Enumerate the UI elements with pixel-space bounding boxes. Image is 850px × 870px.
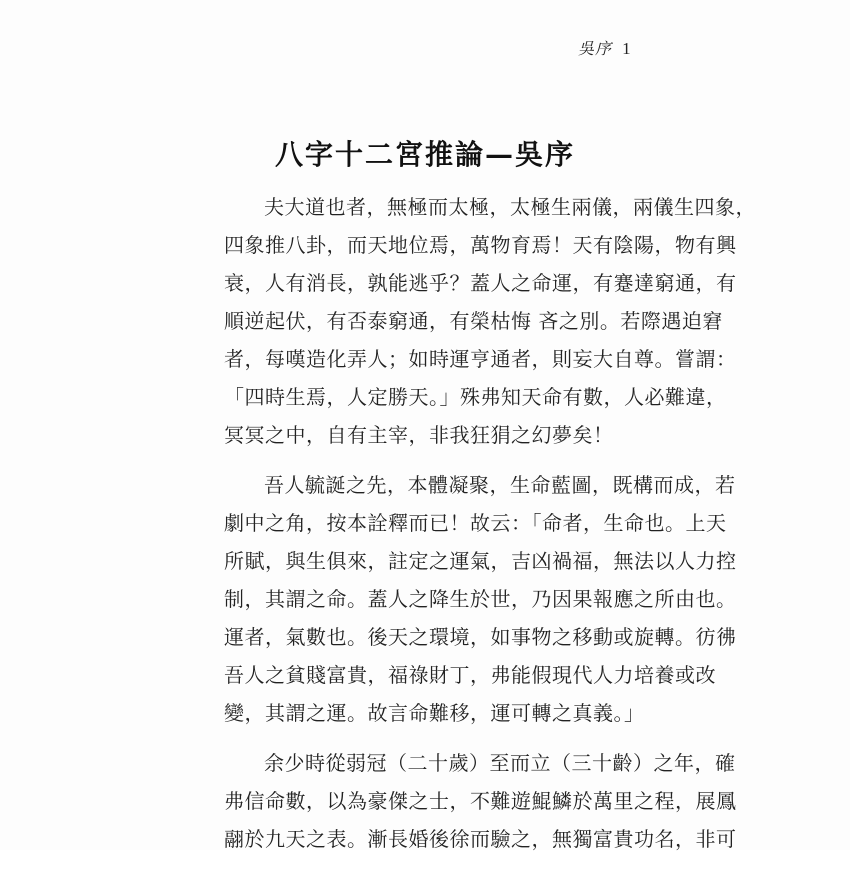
paragraph: [224, 188, 756, 454]
text-line: 夫大道也者，無極而太極，太極生兩儀，兩儀生四象，: [264, 195, 756, 219]
text-line: 變，其謂之運。故言命難移，運可轉之真義。」: [224, 701, 645, 725]
text-line: 冥冥之中，自有主宰，非我狂狷之幻夢矣！: [224, 423, 614, 447]
text-line: 四象推八卦，而天地位焉，萬物育焉！天有陰陽，物有興: [224, 233, 737, 257]
text-line: 運者，氣數也。後天之環境，如事物之移動或旋轉。彷彿: [224, 625, 737, 649]
text-line: 劇中之角，按本詮釋而已！故云：「命者，生命也。上天: [224, 511, 727, 535]
text-line: 衰，人有消長，孰能逃乎？蓋人之命運，有蹇達窮通，有: [224, 271, 737, 295]
header-title: 吳序: [578, 39, 613, 58]
paragraph: [224, 744, 737, 858]
text-line: 「四時生焉，人定勝天。」殊弗知天命有數，人必難違，: [224, 385, 727, 409]
text-line: 余少時從弱冠（二十歲）至而立（三十齡）之年，確: [264, 751, 736, 775]
text-line: 順逆起伏，有否泰窮通，有榮枯悔 吝之別。若際遇迫窘: [224, 309, 723, 333]
text-line: 翮於九天之表。漸長婚後徐而驗之，無獨富貴功名，非可: [224, 827, 737, 851]
text-line: 所賦，與生俱來，註定之運氣，吉凶禍福，無法以人力控: [224, 549, 737, 573]
chapter-title: 八字十二宮推論—吳序: [274, 138, 575, 171]
page-number: 1: [622, 39, 632, 58]
paragraph: [224, 466, 737, 732]
text-line: 吾人毓誕之先，本體凝聚，生命藍圖，既構而成，若: [264, 473, 736, 497]
text-line: 制，其謂之命。蓋人之降生於世，乃因果報應之所由也。: [224, 587, 737, 611]
running-header: [578, 36, 648, 59]
text-line: 者，每嘆造化弄人；如時運亨通者，則妄大自尊。嘗謂：: [224, 347, 737, 371]
text-line: 弗信命數，以為豪傑之士，不難遊鯤鱗於萬里之程，展鳳: [224, 789, 737, 813]
body-text: [224, 188, 756, 870]
text-line: 吾人之貧賤富貴，福祿財丁，弗能假現代人力培養或改: [224, 663, 716, 687]
